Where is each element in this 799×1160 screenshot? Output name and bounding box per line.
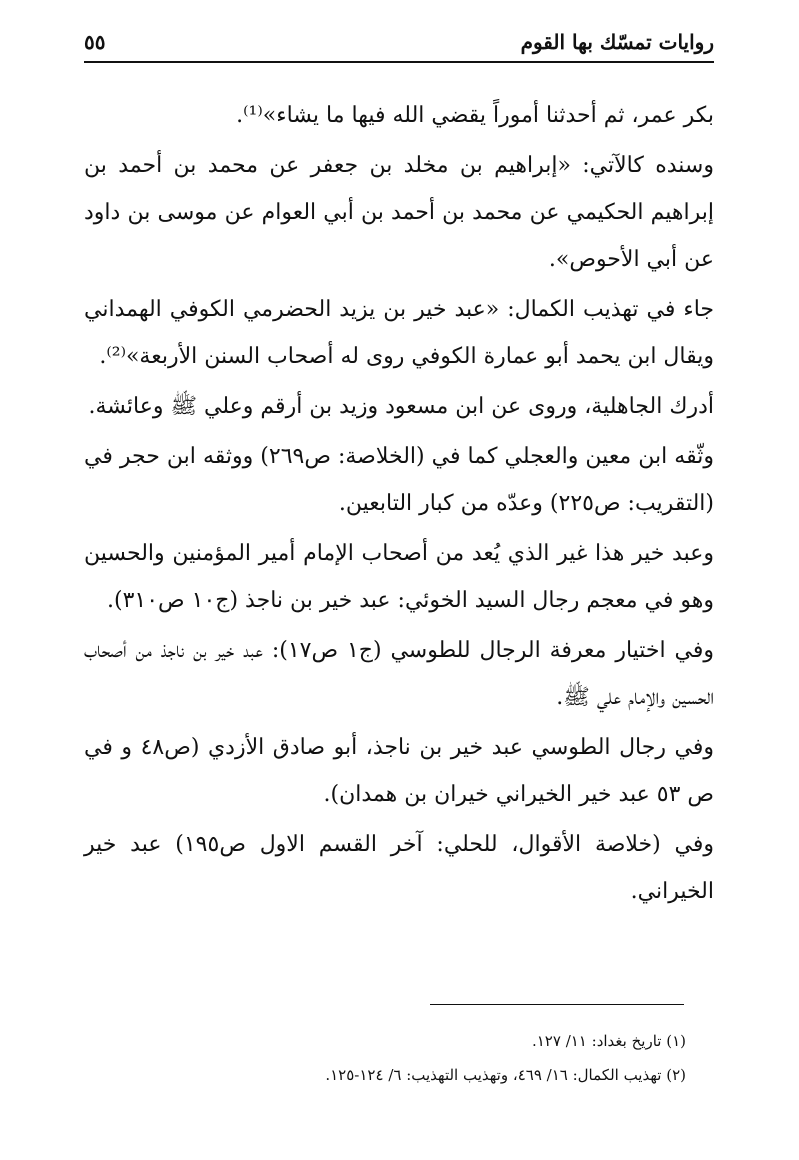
paragraph: بكر عمر، ثم أحدثنا أموراً يقضي الله فيها ما يشاء»⁽¹⁾. bbox=[236, 103, 714, 128]
paragraph: جاء في تهذيب الكمال: «عبد خير بن يزيد الحضرمي الكوفي الهمداني ويقال ابن يحمد أبو عمارة الكوفي روى له أصحاب السنن الأربعة»⁽²⁾. bbox=[84, 297, 714, 369]
paragraph: وسنده كالآتي: «إبراهيم بن مخلد بن جعفر عن محمد بن أحمد بن إبراهيم الحكيمي عن محمد بن أحمد بن أبي العوام عن موسى بن داود عن أبي الأحوص». bbox=[84, 153, 714, 272]
paragraph: أدرك الجاهلية، وروى عن ابن مسعود وزيد بن أرقم وعلي ﷺ وعائشة. bbox=[88, 394, 714, 419]
footnote: (٢) تهذيب الكمال: ١٦/ ٤٦٩، وتهذيب التهذيب: ٦/ ١٢٤-١٢٥. bbox=[325, 1066, 686, 1084]
paragraph: وثّقه ابن معين والعجلي كما في (الخلاصة: ص٢٦٩) ووثقه ابن حجر في (التقريب: ص٢٢٥) وعدّه من كبار التابعين. bbox=[84, 444, 714, 516]
header-rule bbox=[84, 61, 714, 63]
footnote-separator bbox=[430, 1004, 684, 1005]
page-header bbox=[84, 28, 714, 62]
paragraph: وعبد خير هذا غير الذي يُعد من أصحاب الإمام أمير المؤمنين والحسين وهو في معجم رجال السيد الخوئي: عبد خير بن ناجذ (ج١٠ ص٣١٠). bbox=[84, 541, 714, 613]
paragraph: وفي رجال الطوسي عبد خير بن ناجذ، أبو صادق الأزدي (ص٤٨ و في ص ٥٣ عبد خير الخيراني خيران بن همدان). bbox=[84, 735, 714, 807]
running-title: روايات تمسّك بها القوم bbox=[520, 30, 714, 54]
page-number: ٥٥ bbox=[84, 30, 106, 54]
paragraph: وفي (خلاصة الأقوال، للحلي: آخر القسم الاول ص١٩٥) عبد خير الخيراني. bbox=[84, 832, 714, 904]
main-text bbox=[84, 92, 714, 918]
footnotes bbox=[84, 1024, 714, 1092]
paragraph: وفي اختيار معرفة الرجال للطوسي (ج١ ص١٧): عبد خير بن ناجذ من أصحاب الحسين والإمام علي ﷺ. bbox=[84, 638, 714, 710]
footnote: (١) تاريخ بغداد: ١١/ ١٢٧. bbox=[531, 1032, 686, 1050]
